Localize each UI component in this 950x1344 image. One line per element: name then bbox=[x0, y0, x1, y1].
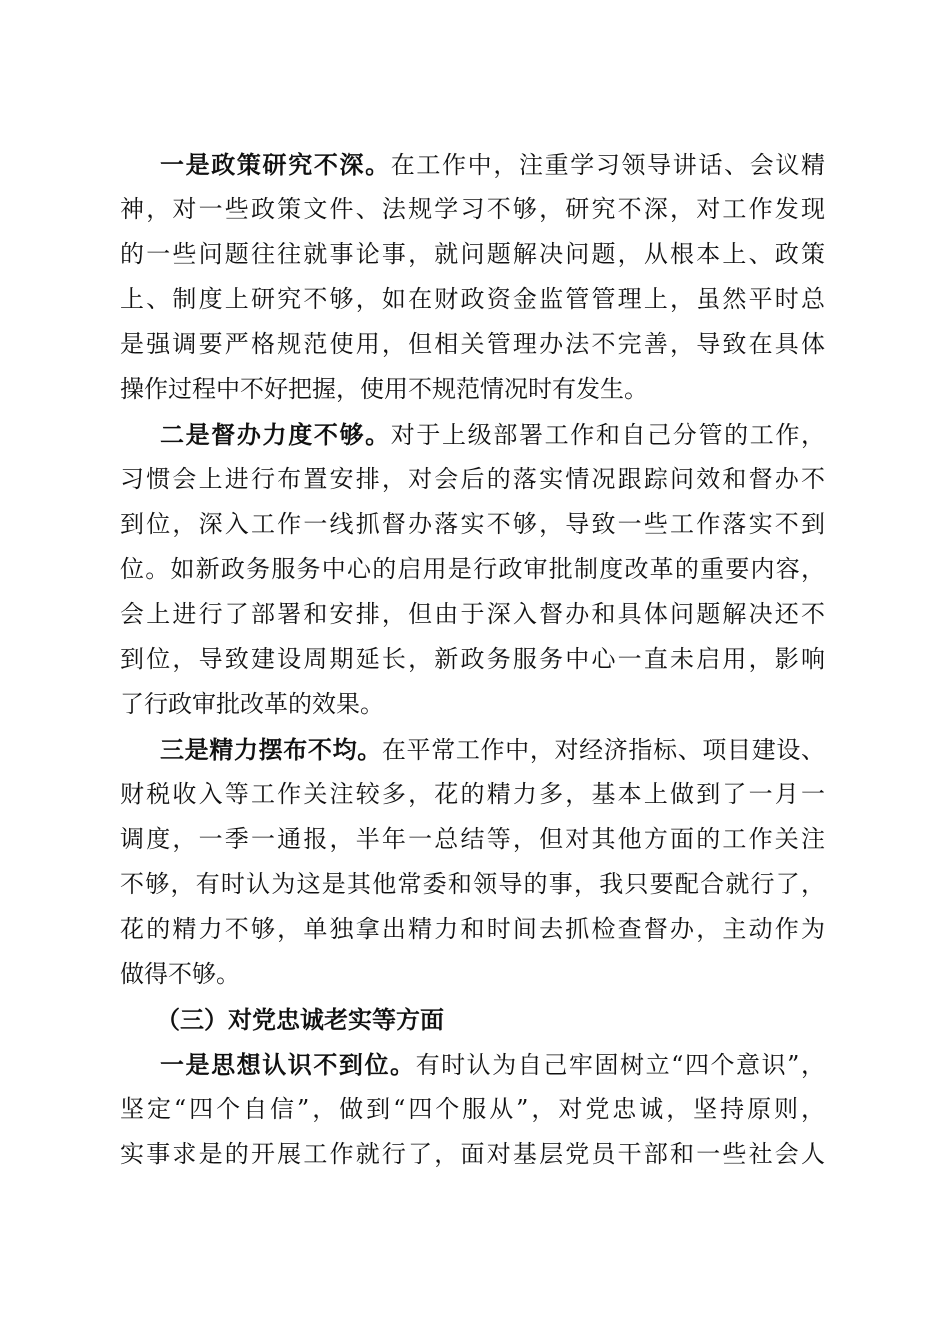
paragraph-2-lead: 二是督办力度不够。 bbox=[160, 420, 391, 449]
paragraph-2-line-3: 到位，深入工作一线抓督办落实不够，导致一些工作落实不到 bbox=[120, 510, 825, 538]
paragraph-4-lead: 一是思想认识不到位。 bbox=[160, 1050, 416, 1079]
paragraph-3-line-1 bbox=[120, 727, 825, 772]
paragraph-3-first-text: 在平常工作中，对经济指标、项目建设、 bbox=[381, 736, 826, 764]
paragraph-3-line-3: 调度，一季一通报，半年一总结等，但对其他方面的工作关注 bbox=[120, 825, 825, 853]
paragraph-1-line-3: 的一些问题往往就事论事，就问题解决问题，从根本上、政策 bbox=[120, 240, 825, 268]
paragraph-1-line-6: 操作过程中不好把握，使用不规范情况时有发生。 bbox=[120, 375, 648, 403]
paragraph-3-line-2: 财税收入等工作关注较多，花的精力多，基本上做到了一月一 bbox=[120, 780, 825, 808]
paragraph-4-line-2: 坚定“四个自信”，做到“四个服从”，对党忠诚，坚持原则， bbox=[120, 1095, 825, 1123]
paragraph-3-lead: 三是精力摆布不均。 bbox=[160, 735, 382, 764]
paragraph-1-lead: 一是政策研究不深。 bbox=[160, 150, 391, 179]
paragraph-3-line-6: 做得不够。 bbox=[120, 960, 240, 988]
paragraph-1-first-text: 在工作中，注重学习领导讲话、会议精 bbox=[390, 151, 826, 179]
paragraph-2-line-7: 了行政审批改革的效果。 bbox=[120, 690, 384, 718]
paragraph-2-line-5: 会上进行了部署和安排，但由于深入督办和具体问题解决还不 bbox=[120, 600, 825, 628]
paragraph-3-line-4: 不够，有时认为这是其他常委和领导的事，我只要配合就行了， bbox=[120, 870, 825, 898]
paragraph-1-line-5: 是强调要严格规范使用，但相关管理办法不完善，导致在具体 bbox=[120, 330, 825, 358]
paragraph-1-line-4: 上、制度上研究不够，如在财政资金监管管理上，虽然平时总 bbox=[120, 285, 825, 313]
paragraph-2-line-2: 习惯会上进行布置安排，对会后的落实情况跟踪问效和督办不 bbox=[120, 465, 825, 493]
paragraph-4-first-text: 有时认为自己牢固树立“四个意识”， bbox=[415, 1051, 825, 1079]
paragraph-2-line-4: 位。如新政务服务中心的启用是行政审批制度改革的重要内容， bbox=[120, 555, 825, 583]
paragraph-1-line-2: 神，对一些政策文件、法规学习不够，研究不深，对工作发现 bbox=[120, 195, 825, 223]
paragraph-4-line-3: 实事求是的开展工作就行了，面对基层党员干部和一些社会人 bbox=[120, 1140, 825, 1168]
paragraph-2-first-text: 对于上级部署工作和自己分管的工作， bbox=[390, 421, 826, 449]
document-body bbox=[120, 142, 825, 1177]
section-heading: （三）对党忠诚老实等方面 bbox=[156, 1005, 444, 1034]
paragraph-3-line-5: 花的精力不够，单独拿出精力和时间去抓检查督办，主动作为 bbox=[120, 915, 825, 943]
paragraph-4-line-1 bbox=[120, 1042, 825, 1087]
paragraph-2-line-1 bbox=[120, 412, 825, 457]
paragraph-1-line-1 bbox=[120, 142, 825, 187]
paragraph-2-line-6: 到位，导致建设周期延长，新政务服务中心一直未启用，影响 bbox=[120, 645, 825, 673]
